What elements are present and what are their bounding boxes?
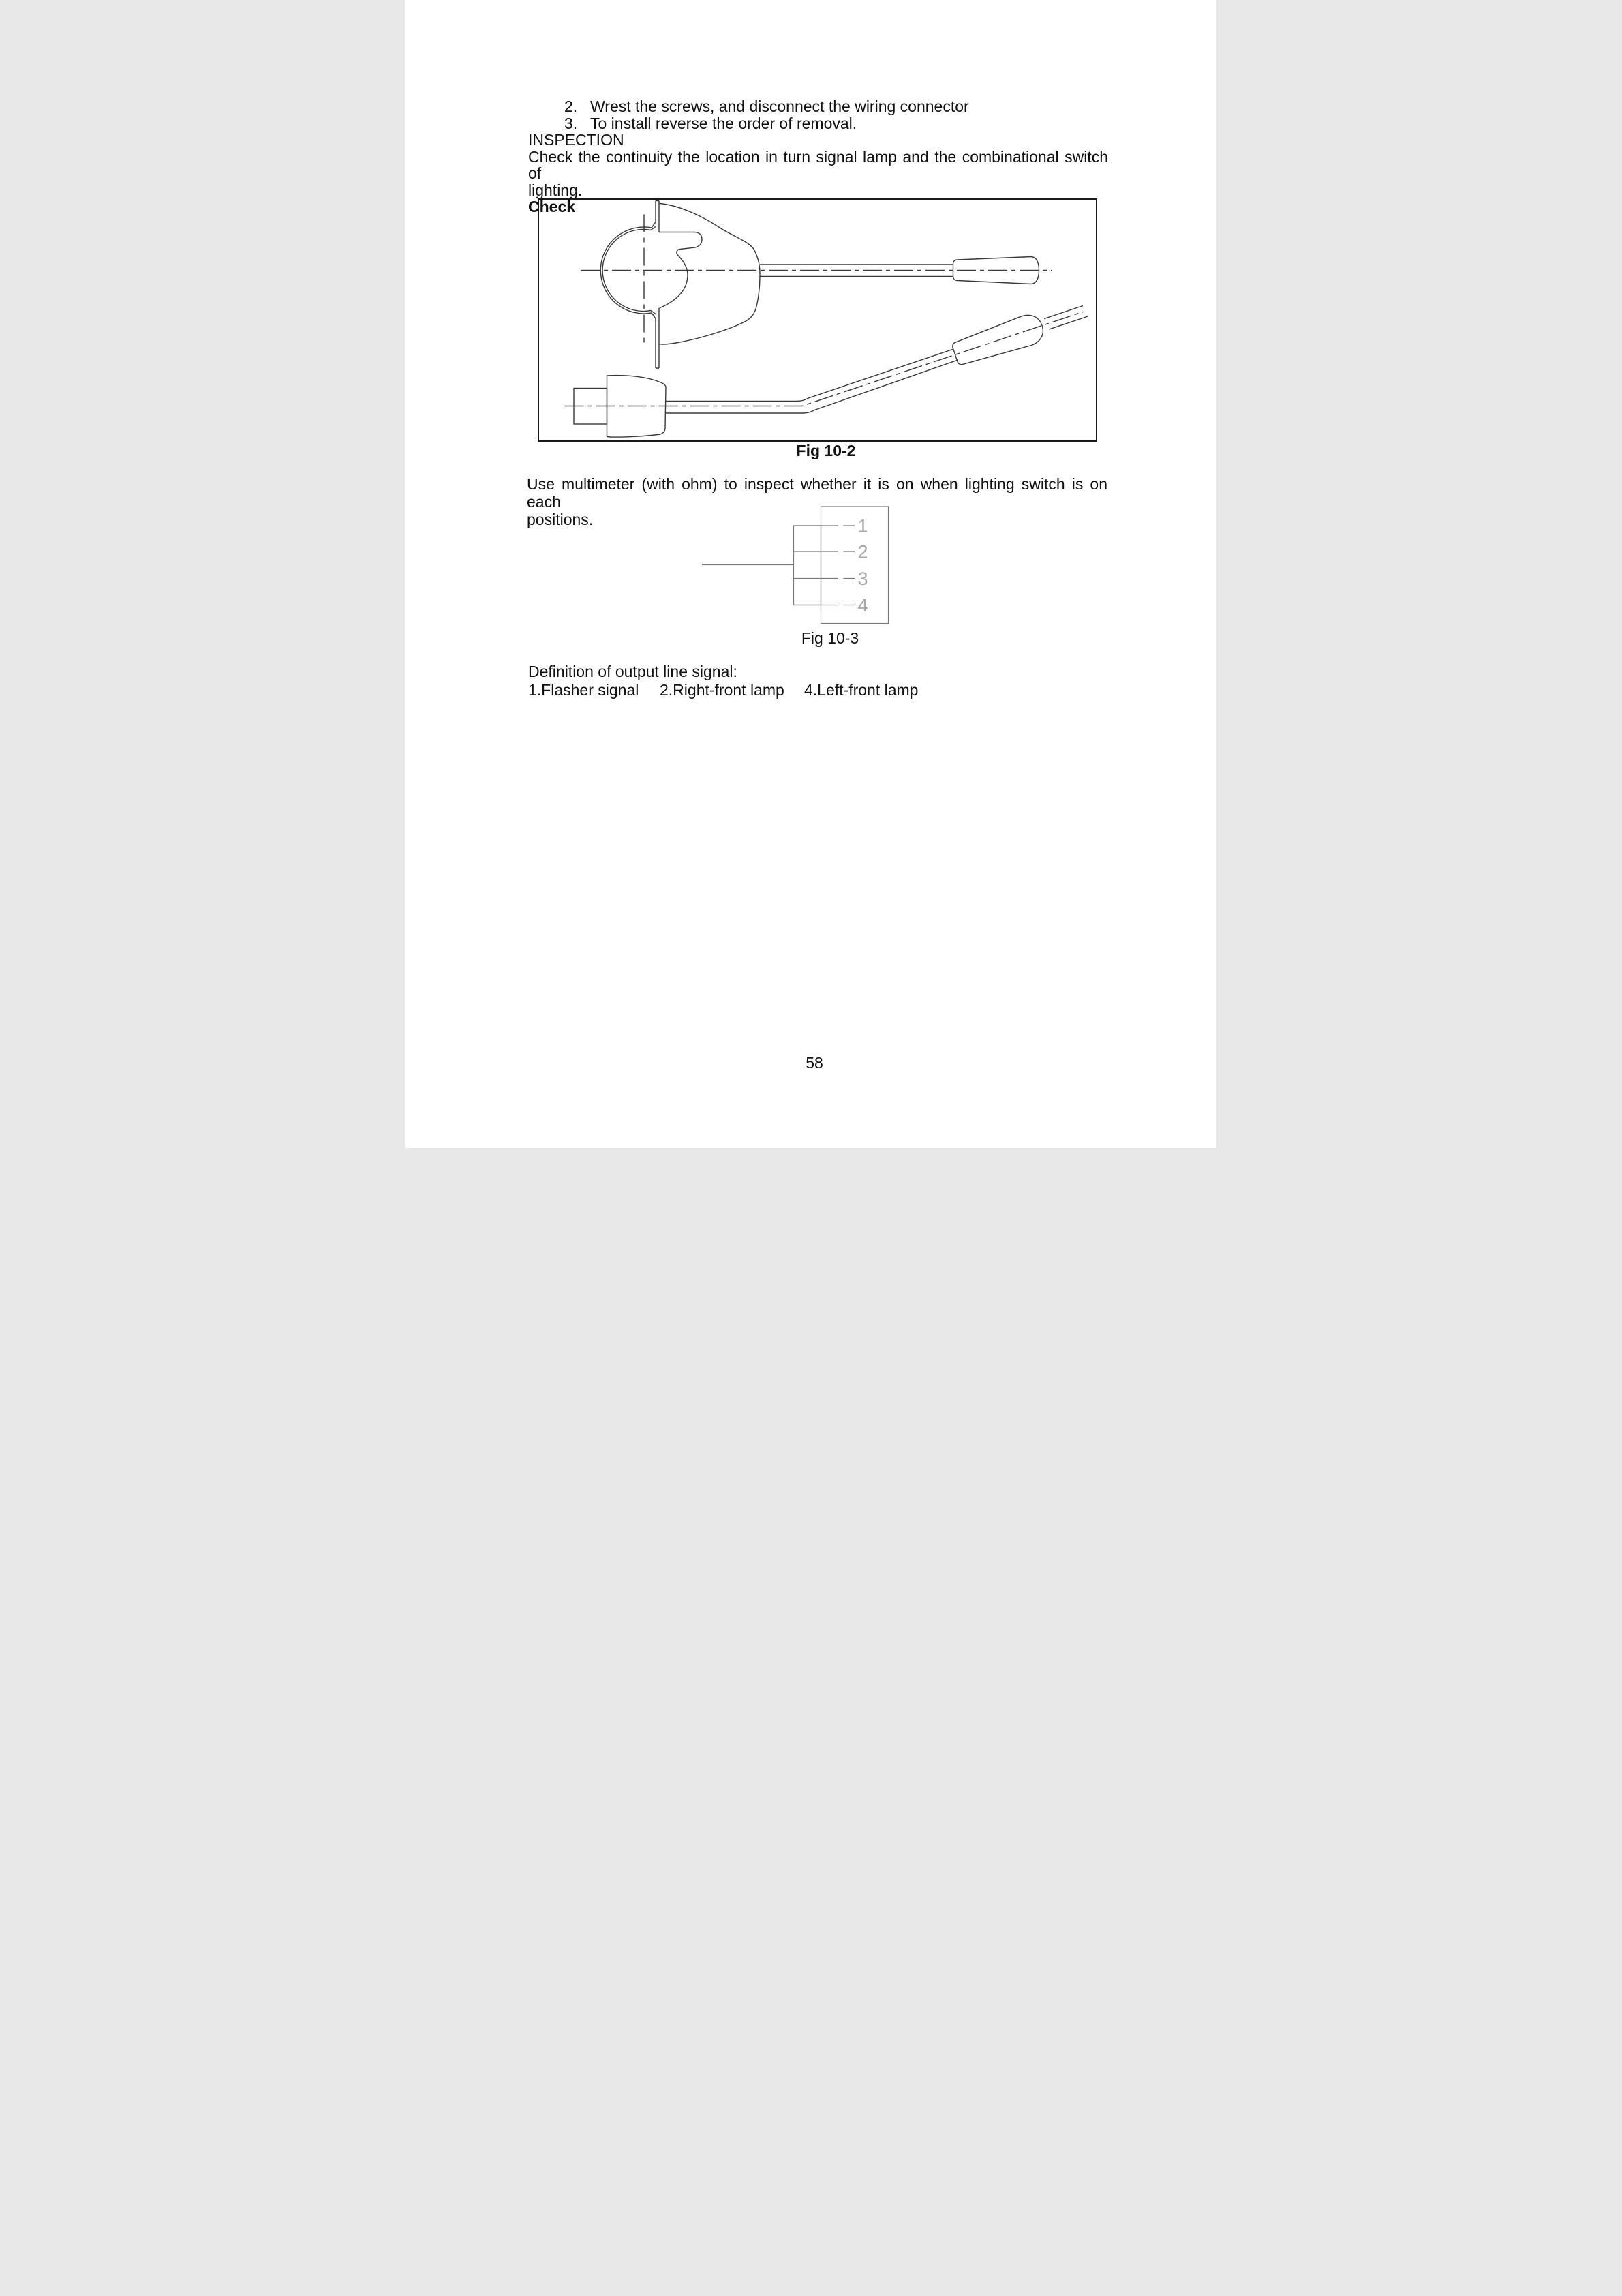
bottom-lever-centerline: [565, 312, 1084, 406]
fig-10-2-frame: [538, 198, 1097, 442]
inspection-heading: INSPECTION: [528, 131, 624, 149]
list-text: Wrest the screws, and disconnect the wiring connector: [590, 97, 969, 115]
manual-page: [406, 0, 1216, 1148]
connector-inner-housing: [794, 526, 821, 605]
signal-definition-row: [528, 681, 1142, 699]
pin-label-4: 4: [857, 595, 868, 616]
body-text-block: [528, 98, 1108, 215]
list-number: 3.: [564, 114, 578, 132]
bottom-lever-handle-group: [950, 297, 1090, 369]
pin-leader-dashes: [844, 526, 855, 605]
bottom-stalk-upper-edge: [666, 349, 953, 402]
check-paragraph-line1: Check the continuity the location in turn signal lamp and the combinational switch of: [528, 147, 1108, 182]
multimeter-line1: Use multimeter (with ohm) to inspect whether it is on when lighting switch is on each: [527, 475, 1107, 511]
connector-outer-housing: [821, 507, 889, 624]
list-text: To install reverse the order of removal.: [590, 114, 857, 132]
check-paragraph-line2: lighting.: [528, 181, 583, 199]
pin-label-3: 3: [857, 569, 868, 589]
switch-body-outline: [659, 204, 760, 345]
page-number: 58: [806, 1054, 823, 1072]
definition-heading: Definition of output line signal:: [528, 663, 737, 680]
list-item-2: [528, 98, 1108, 115]
signal-flasher: 1.Flasher signal: [528, 680, 639, 699]
connector-pinout-diagram: [692, 501, 910, 631]
combination-switch-drawing: [539, 200, 1096, 440]
signal-right-front-lamp: 2.Right-front lamp: [660, 680, 784, 699]
fig-10-2-caption: Fig 10-2: [796, 442, 856, 459]
fig-10-3-caption: Fig 10-3: [801, 629, 859, 647]
list-item-3: [528, 115, 1108, 132]
list-number: 2.: [564, 97, 578, 115]
flange: [656, 201, 659, 369]
bottom-stalk-lower-edge: [666, 360, 958, 413]
check-label: Check: [528, 198, 576, 215]
pin-label-2: 2: [857, 541, 868, 562]
multimeter-line2: positions.: [527, 511, 594, 528]
pin-label-1: 1: [857, 515, 868, 537]
signal-left-front-lamp: 4.Left-front lamp: [804, 680, 919, 699]
signal-definition-block: [528, 663, 1142, 699]
